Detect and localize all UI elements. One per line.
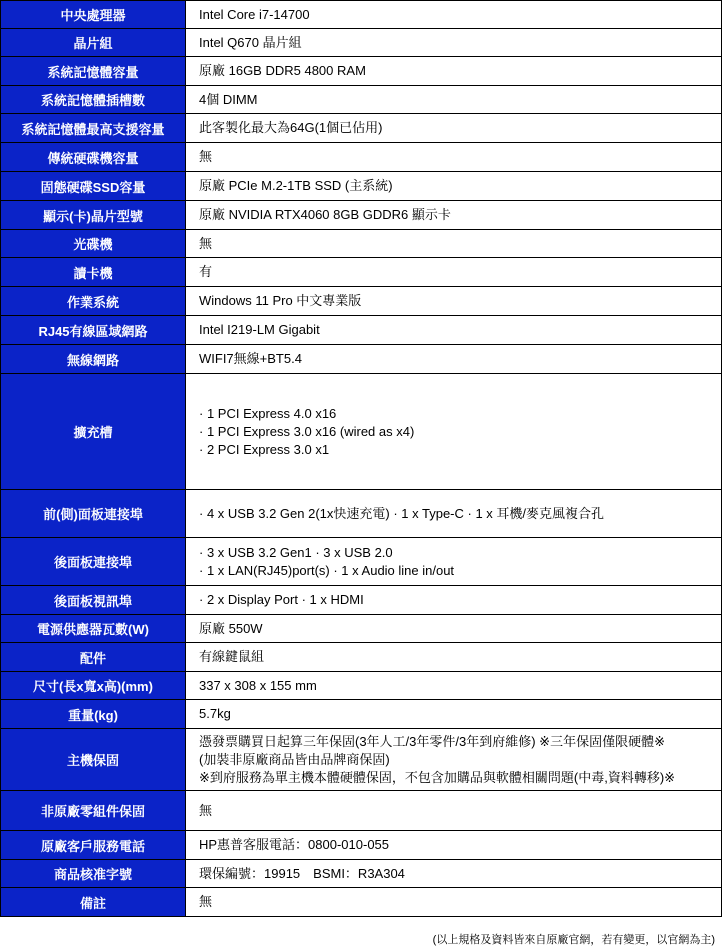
spec-row [1,888,722,917]
spec-label: 顯示(卡)晶片型號 [1,201,186,230]
spec-row [1,490,722,538]
spec-value-line: 5.7kg [199,706,231,721]
spec-value [186,791,722,831]
spec-value-line: Intel I219-LM Gigabit [199,322,320,337]
spec-row [1,700,722,729]
spec-row [1,230,722,258]
spec-label: 原廠客戶服務電話 [1,831,186,860]
spec-value-line: 337 x 308 x 155 mm [199,677,317,693]
spec-value-line: HP惠普客服電話：0800-010-055 [199,837,390,852]
spec-value-line: · 2 x Display Port · 1 x HDMI [199,592,364,607]
spec-label: 電源供應器瓦數(W) [1,615,186,643]
spec-value [186,114,722,143]
spec-value [186,345,722,374]
spec-row [1,615,722,643]
spec-label: 讀卡機 [1,258,186,287]
spec-value [186,860,722,888]
spec-value-line: 原廠 550W [199,620,263,636]
spec-row [1,791,722,831]
spec-value [186,538,722,586]
spec-value-line: 無 [199,894,213,909]
spec-value [186,29,722,57]
spec-value-line: 憑發票購買日起算三年保固(3年人工/3年零件/3年到府維修) ※三年保固僅限硬體※ [199,733,665,749]
spec-label: 固態硬碟SSD容量 [1,172,186,201]
spec-row [1,729,722,791]
spec-label: 傳統硬碟機容量 [1,143,186,172]
spec-value-line: 無 [199,235,213,251]
spec-value [186,172,722,201]
spec-value-line: · 1 PCI Express 3.0 x16 (wired as x4) [199,423,415,439]
spec-label: 擴充槽 [1,374,186,490]
spec-value [186,586,722,615]
spec-value [186,643,722,672]
spec-value-line: 原廠 NVIDIA RTX4060 8GB GDDR6 顯示卡 [199,207,451,222]
spec-value [186,374,722,490]
spec-value-line: 無 [199,802,213,818]
spec-value [186,831,722,860]
spec-value-line: Intel Q670 晶片組 [199,34,302,50]
spec-row [1,831,722,860]
spec-value [186,316,722,345]
spec-value-line: 原廠 16GB DDR5 4800 RAM [199,63,366,78]
spec-value-line: · 2 PCI Express 3.0 x1 [199,441,330,457]
spec-value-line: 有線鍵鼠組 [199,649,265,664]
spec-value [186,888,722,917]
spec-value [186,672,722,700]
spec-value [186,490,722,538]
spec-label: 尺寸(長x寬x高)(mm) [1,672,186,700]
spec-row [1,643,722,672]
spec-value-line: 無 [199,149,213,164]
spec-label: 前(側)面板連接埠 [1,490,186,538]
spec-value-line: · 1 PCI Express 4.0 x16 [199,405,337,421]
spec-label: 後面板視訊埠 [1,586,186,615]
spec-value-line: 有 [199,264,213,279]
spec-row [1,316,722,345]
spec-row [1,29,722,57]
spec-value-line: · 4 x USB 3.2 Gen 2(1x快速充電) · 1 x Type-C · 1 x 耳機/麥克風複合孔 [199,505,605,521]
spec-label: 後面板連接埠 [1,538,186,586]
spec-value [186,729,722,791]
spec-label: 配件 [1,643,186,672]
spec-label: 無線網路 [1,345,186,374]
spec-value [186,287,722,316]
spec-row [1,1,722,29]
spec-value-line: 4個 DIMM [199,91,258,107]
spec-row [1,860,722,888]
spec-row [1,374,722,490]
spec-row [1,201,722,230]
spec-row [1,86,722,114]
spec-value [186,201,722,230]
spec-label: 商品核准字號 [1,860,186,888]
footnote: (以上規格及資料皆來自原廠官網，若有變更，以官網為主) [432,934,715,946]
spec-label: 重量(kg) [1,700,186,729]
spec-value-line: (加裝非原廠商品皆由品牌商保固) [199,751,390,767]
spec-value [186,615,722,643]
spec-value-line: Intel Core i7-14700 [199,6,310,22]
spec-label: 光碟機 [1,230,186,258]
spec-label: 主機保固 [1,729,186,791]
spec-label: 作業系統 [1,287,186,316]
spec-label: 中央處理器 [1,1,186,29]
spec-row [1,114,722,143]
spec-label: 系統記憶體容量 [1,57,186,86]
spec-row [1,672,722,700]
spec-value [186,230,722,258]
spec-value [186,1,722,29]
spec-label: RJ45有線區域網路 [1,316,186,345]
spec-label: 備註 [1,888,186,917]
spec-row [1,345,722,374]
spec-value-line: 此客製化最大為64G(1個已佔用) [199,120,383,135]
spec-row [1,538,722,586]
spec-value-line: 原廠 PCIe M.2-1TB SSD (主系統) [199,178,393,193]
spec-value-line: Windows 11 Pro 中文專業版 [199,293,362,308]
spec-value-line: 環保編號：19915 BSMI：R3A304 [199,865,405,881]
spec-value [186,86,722,114]
spec-row [1,172,722,201]
spec-value [186,143,722,172]
spec-row [1,57,722,86]
spec-row [1,586,722,615]
spec-value-line: · 3 x USB 3.2 Gen1 · 3 x USB 2.0 [199,544,393,560]
spec-label: 非原廠零組件保固 [1,791,186,831]
spec-label: 晶片組 [1,29,186,57]
spec-row [1,258,722,287]
spec-value-line: WIFI7無線+BT5.4 [199,351,302,366]
spec-label: 系統記憶體插槽數 [1,86,186,114]
spec-value [186,57,722,86]
spec-label: 系統記憶體最高支援容量 [1,114,186,143]
spec-row [1,287,722,316]
spec-value [186,258,722,287]
spec-row [1,143,722,172]
spec-value-line: ※到府服務為單主機本體硬體保固，不包含加購品與軟體相關問題(中毒,資料轉移)※ [199,769,676,785]
spec-value [186,700,722,729]
spec-value-line: · 1 x LAN(RJ45)port(s) · 1 x Audio line in/out [199,562,455,578]
